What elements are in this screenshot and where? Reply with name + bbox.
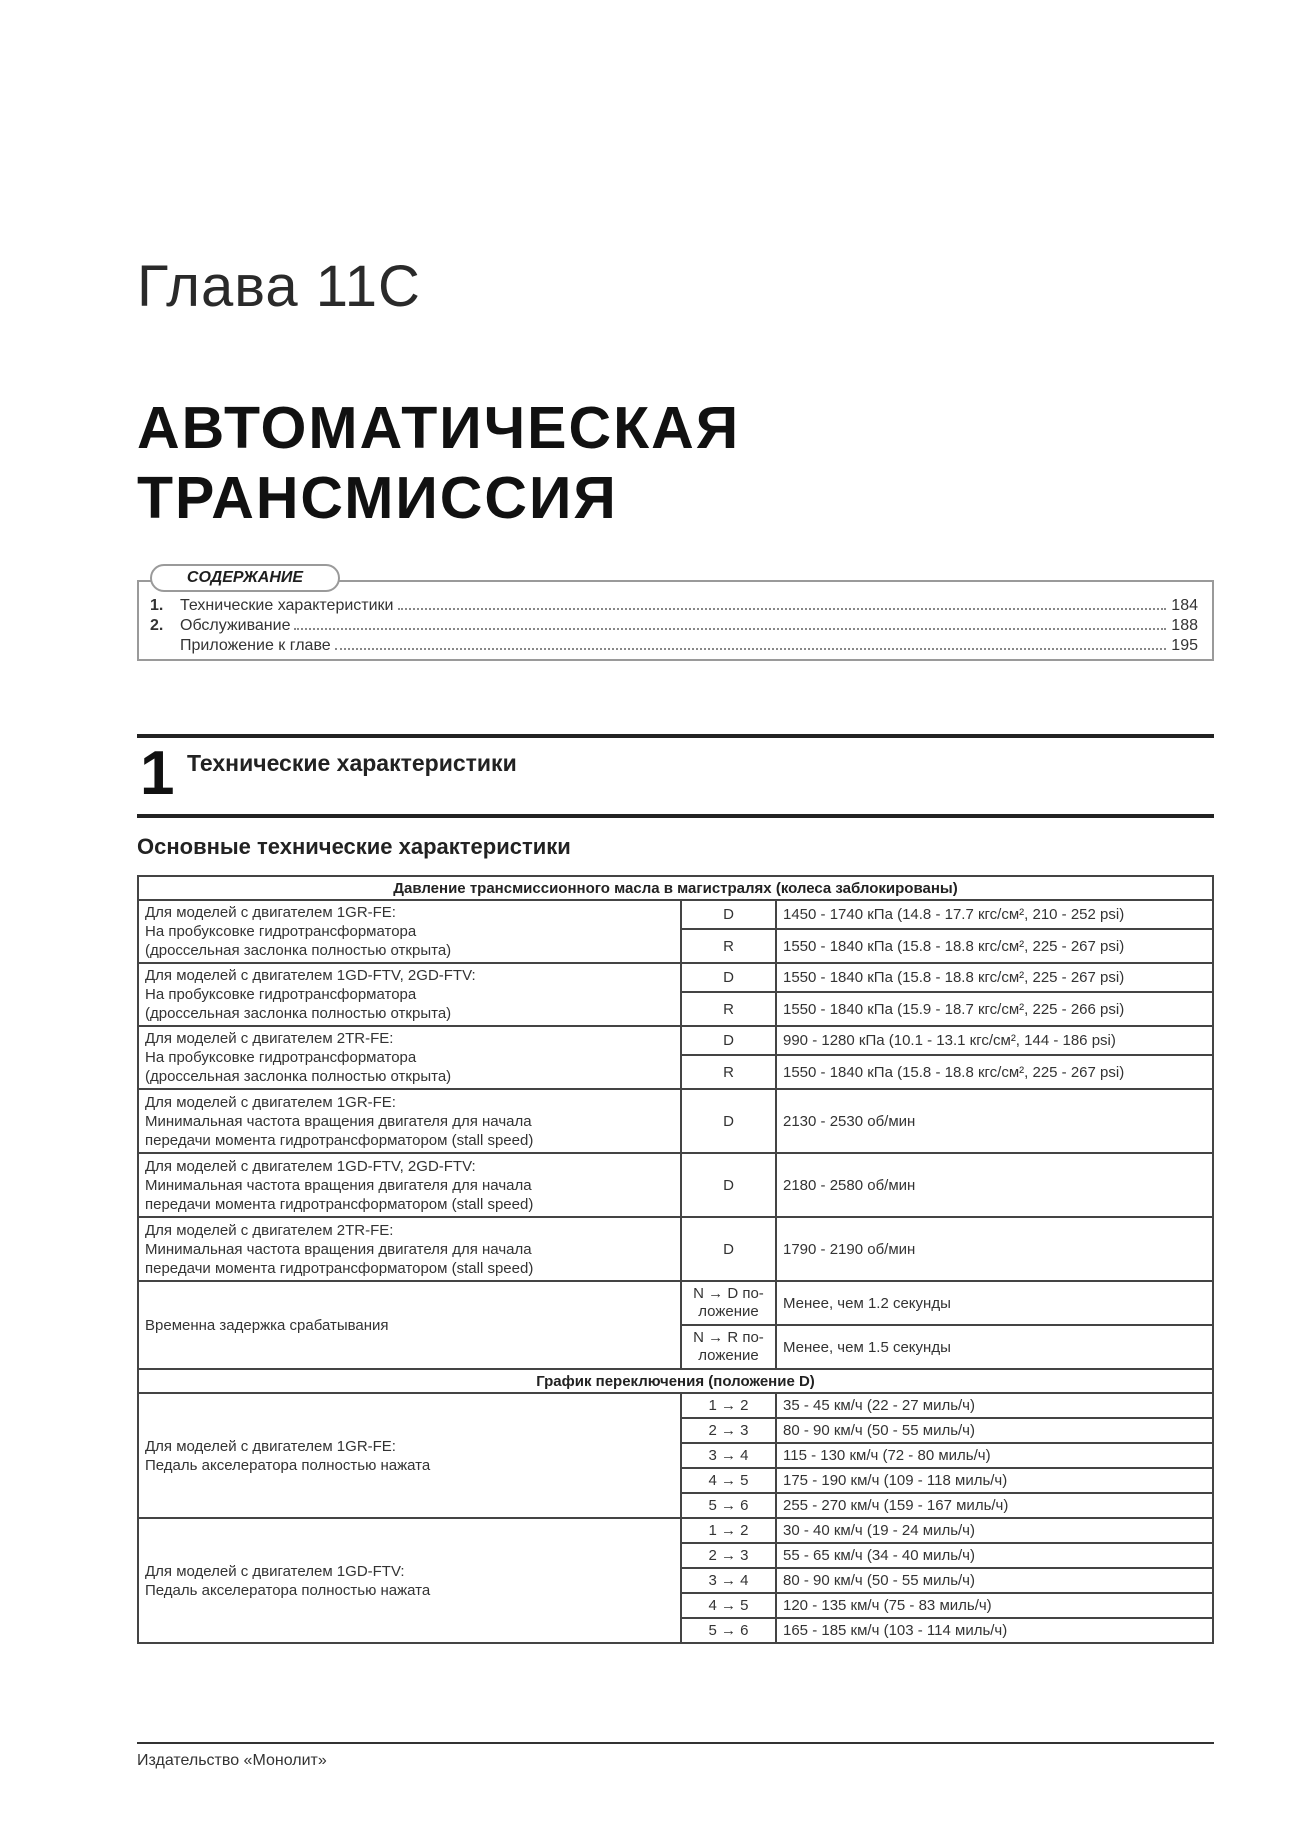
toc-item-page: 195: [1171, 637, 1198, 654]
desc-line: Для моделей с двигателем 2TR-FE:: [145, 1221, 394, 1239]
toc-item-number: 1.: [150, 597, 164, 614]
cond-line: ложение: [698, 1347, 759, 1364]
table-value-cell: 30 - 40 км/ч (19 - 24 миль/ч): [776, 1518, 1213, 1543]
table-desc-cell: [138, 1518, 681, 1643]
table-cond-cell: R: [681, 929, 776, 963]
table-row: [138, 1153, 1213, 1217]
table-row: [138, 1281, 1213, 1325]
desc-line: Минимальная частота вращения двигателя для начала: [145, 1176, 532, 1194]
desc-line: Для моделей с двигателем 1GD-FTV, 2GD-FTV:: [145, 1157, 476, 1175]
desc-line: На пробуксовке гидротрансформатора: [145, 1049, 417, 1066]
table-desc-cell: [138, 1026, 681, 1089]
toc-heading: СОДЕРЖАНИЕ: [150, 564, 340, 592]
table-value-cell: 255 - 270 км/ч (159 - 167 миль/ч): [776, 1493, 1213, 1518]
table-cond-cell: [681, 1325, 776, 1369]
table-cond-cell: R: [681, 1055, 776, 1089]
table-value-cell: 2180 - 2580 об/мин: [776, 1153, 1213, 1217]
chapter-title: [137, 393, 740, 533]
table-cond-cell: 4 → 5: [681, 1468, 776, 1493]
table-value-cell: 80 - 90 км/ч (50 - 55 миль/ч): [776, 1418, 1213, 1443]
table-cond-cell: [681, 1281, 776, 1325]
desc-line: Для моделей с двигателем 1GR-FE:: [145, 904, 396, 921]
table-desc-cell: [138, 1393, 681, 1518]
table-cond-cell: D: [681, 1089, 776, 1153]
toc-item[interactable]: [150, 635, 1198, 655]
table-value-cell: Менее, чем 1.2 секунды: [776, 1281, 1213, 1325]
table-value-cell: 55 - 65 км/ч (34 - 40 миль/ч): [776, 1543, 1213, 1568]
table-value-cell: Менее, чем 1.5 секунды: [776, 1325, 1213, 1369]
table-value-cell: 115 - 130 км/ч (72 - 80 миль/ч): [776, 1443, 1213, 1468]
table-value-cell: 1550 - 1840 кПа (15.9 - 18.7 кгс/см², 225 - 266 psi): [776, 992, 1213, 1026]
desc-line: Для моделей с двигателем 2TR-FE:: [145, 1030, 394, 1047]
table-cond-cell: 2 → 3: [681, 1543, 776, 1568]
table-value-cell: 35 - 45 км/ч (22 - 27 миль/ч): [776, 1393, 1213, 1418]
desc-line: передачи момента гидротрансформатором (stall speed): [145, 1195, 534, 1213]
toc-item-label: Обслуживание: [180, 617, 291, 634]
table-value-cell: 80 - 90 км/ч (50 - 55 миль/ч): [776, 1568, 1213, 1593]
desc-line: Для моделей с двигателем 1GD-FTV:: [145, 1562, 405, 1580]
table-cond-cell: D: [681, 900, 776, 929]
desc-line: Педаль акселератора полностью нажата: [145, 1581, 431, 1599]
spec-table: [137, 875, 1214, 1644]
desc-line: Педаль акселератора полностью нажата: [145, 1456, 431, 1474]
table-row: [138, 900, 1213, 929]
table-cond-cell: 5 → 6: [681, 1618, 776, 1643]
section-top-rule: [137, 734, 1214, 738]
table-desc-cell: [138, 1153, 681, 1217]
desc-line: передачи момента гидротрансформатором (stall speed): [145, 1259, 534, 1277]
desc-line: Минимальная частота вращения двигателя для начала: [145, 1240, 532, 1258]
cond-line: ложение: [698, 1303, 759, 1320]
table-section-header: Давление трансмиссионного масла в магистралях (колеса заблокированы): [138, 876, 1213, 900]
table-section-row: [138, 876, 1213, 900]
table-value-cell: 1550 - 1840 кПа (15.8 - 18.8 кгс/см², 225 - 267 psi): [776, 1055, 1213, 1089]
table-cond-cell: D: [681, 963, 776, 992]
table-desc-cell: [138, 900, 681, 963]
table-value-cell: 1550 - 1840 кПа (15.8 - 18.8 кгс/см², 225 - 267 psi): [776, 929, 1213, 963]
cond-line: N → D по-: [693, 1285, 764, 1302]
desc-line: Для моделей с двигателем 1GR-FE:: [145, 1093, 396, 1111]
desc-line: (дроссельная заслонка полностью открыта): [145, 942, 452, 959]
table-value-cell: 120 - 135 км/ч (75 - 83 миль/ч): [776, 1593, 1213, 1618]
table-row: [138, 1217, 1213, 1281]
table-cond-cell: 4 → 5: [681, 1593, 776, 1618]
table-row: [138, 1393, 1213, 1418]
toc-leader-dots: [294, 628, 1166, 630]
table-cond-cell: 1 → 2: [681, 1518, 776, 1543]
toc-leader-dots: [335, 648, 1166, 650]
chapter-title-line: АВТОМАТИЧЕСКАЯ: [137, 395, 741, 461]
desc-line: (дроссельная заслонка полностью открыта): [145, 1068, 452, 1085]
subsection-title: Основные технические характеристики: [137, 834, 571, 859]
chapter-label: Глава 11С: [137, 254, 421, 319]
table-cond-cell: 2 → 3: [681, 1418, 776, 1443]
desc-line: Минимальная частота вращения двигателя для начала: [145, 1112, 532, 1130]
table-value-cell: 175 - 190 км/ч (109 - 118 миль/ч): [776, 1468, 1213, 1493]
footer-rule: [137, 1742, 1214, 1744]
desc-line: (дроссельная заслонка полностью открыта): [145, 1005, 452, 1022]
table-cond-cell: 5 → 6: [681, 1493, 776, 1518]
table-cond-cell: D: [681, 1217, 776, 1281]
table-row: [138, 1026, 1213, 1055]
section-title: Технические характеристики: [187, 750, 517, 776]
table-value-cell: 1790 - 2190 об/мин: [776, 1217, 1213, 1281]
desc-line: Для моделей с двигателем 1GR-FE:: [145, 1437, 396, 1455]
table-cond-cell: D: [681, 1026, 776, 1055]
table-desc-cell: [138, 1089, 681, 1153]
toc-item-label: Приложение к главе: [180, 637, 331, 654]
toc-item[interactable]: [150, 615, 1198, 635]
toc-item-label: Технические характеристики: [180, 597, 394, 614]
table-desc-cell: [138, 963, 681, 1026]
toc-item-page: 184: [1171, 597, 1198, 614]
desc-line: На пробуксовке гидротрансформатора: [145, 923, 417, 940]
table-row: [138, 1518, 1213, 1543]
toc-leader-dots: [398, 608, 1167, 610]
desc-line: передачи момента гидротрансформатором (stall speed): [145, 1131, 534, 1149]
table-section-header: График переключения (положение D): [138, 1369, 1213, 1393]
table-row: [138, 963, 1213, 992]
section-number: 1: [140, 739, 175, 808]
table-row: [138, 1089, 1213, 1153]
table-value-cell: 1550 - 1840 кПа (15.8 - 18.8 кгс/см², 225 - 267 psi): [776, 963, 1213, 992]
section-bottom-rule: [137, 814, 1214, 818]
table-cond-cell: 3 → 4: [681, 1568, 776, 1593]
table-cond-cell: D: [681, 1153, 776, 1217]
table-value-cell: 1450 - 1740 кПа (14.8 - 17.7 кгс/см², 210 - 252 psi): [776, 900, 1213, 929]
desc-line: На пробуксовке гидротрансформатора: [145, 986, 417, 1003]
table-value-cell: 2130 - 2530 об/мин: [776, 1089, 1213, 1153]
table-desc-cell: [138, 1217, 681, 1281]
toc-item[interactable]: [150, 595, 1198, 615]
toc-item-page: 188: [1171, 617, 1198, 634]
table-desc-cell: Временна задержка срабатывания: [138, 1281, 681, 1369]
chapter-title-line: ТРАНСМИССИЯ: [137, 465, 618, 531]
table-value-cell: 990 - 1280 кПа (10.1 - 13.1 кгс/см², 144 - 186 psi): [776, 1026, 1213, 1055]
table-value-cell: 165 - 185 км/ч (103 - 114 миль/ч): [776, 1618, 1213, 1643]
table-section-row: [138, 1369, 1213, 1393]
toc-item-number: 2.: [150, 617, 164, 634]
cond-line: N → R по-: [693, 1329, 764, 1346]
table-cond-cell: 3 → 4: [681, 1443, 776, 1468]
table-cond-cell: 1 → 2: [681, 1393, 776, 1418]
table-cond-cell: R: [681, 992, 776, 1026]
footer-publisher: Издательство «Монолит»: [137, 1752, 327, 1769]
desc-line: Для моделей с двигателем 1GD-FTV, 2GD-FTV:: [145, 967, 476, 984]
